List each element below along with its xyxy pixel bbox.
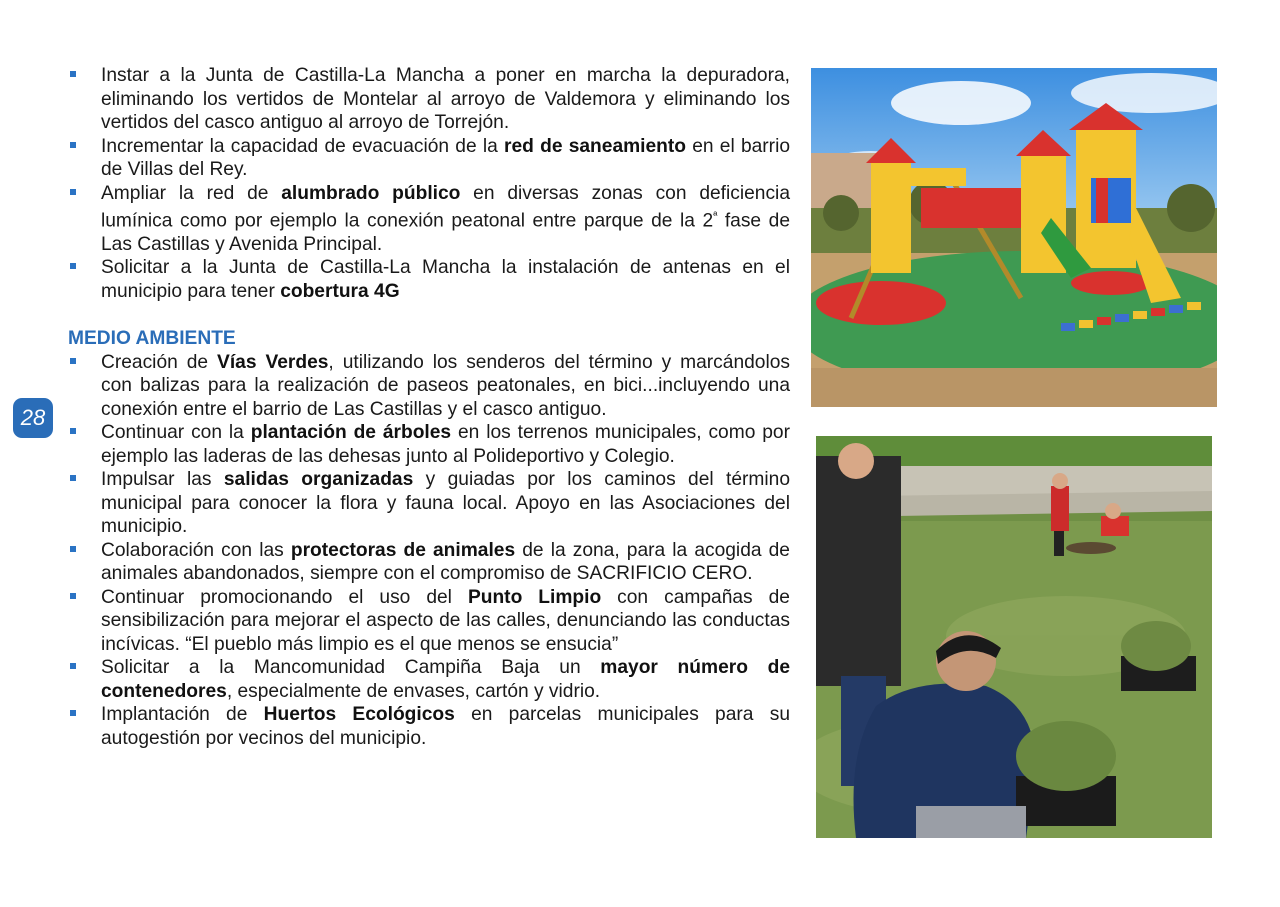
bold-text: protectoras de animales xyxy=(290,539,516,561)
proposal-item xyxy=(68,182,790,257)
text-run: Solicitar a la Junta de Castilla-La Mancha la instalación de antenas en el municipio para tener xyxy=(101,257,790,302)
text-run: fase de Las Castillas y Avenida Principal. xyxy=(101,210,790,255)
environment-proposals-list xyxy=(68,351,790,751)
environment-proposal-item xyxy=(68,586,790,657)
page-number-badge: 28 xyxy=(13,398,53,438)
bold-text: cobertura 4G xyxy=(280,280,400,302)
environment-proposal-item xyxy=(68,539,790,586)
bold-text: plantación de árboles xyxy=(250,422,452,444)
environment-proposal-item xyxy=(68,351,790,422)
text-run: Continuar promocionando el uso del xyxy=(101,586,468,608)
text-run: Colaboración con las xyxy=(101,539,291,561)
environment-proposal-item xyxy=(68,468,790,539)
main-text-column xyxy=(68,64,790,750)
text-run: en los terrenos municipales, como por ejemplo las laderas de las dehesas junto al Polideportivo y Colegio. xyxy=(101,422,790,467)
environment-proposal-item xyxy=(68,703,790,750)
text-run: con campañas de sensibilización para mejorar el aspecto de las calles, denunciando las conductas incívicas. “El pueblo más limpio es el que menos se ensucia” xyxy=(101,586,790,655)
text-run: Continuar con la xyxy=(101,422,251,444)
tree-planting-photo xyxy=(816,436,1212,838)
text-run: Incrementar la capacidad de evacuación de la xyxy=(101,135,505,157)
text-run: en el barrio de Villas del Rey. xyxy=(101,135,791,180)
text-run: en parcelas municipales para su autogestión por vecinos del municipio. xyxy=(101,704,790,749)
text-run: Implantación de xyxy=(101,704,264,726)
proposal-item xyxy=(68,135,790,182)
bold-text: Punto Limpio xyxy=(467,586,602,608)
environment-proposal-item xyxy=(68,656,790,703)
section-title: MEDIO AMBIENTE xyxy=(68,328,236,350)
bold-text: red de saneamiento xyxy=(504,135,687,157)
text-run: Solicitar a la Mancomunidad Campiña Baja un xyxy=(101,657,601,679)
environment-proposal-item xyxy=(68,421,790,468)
text-run: Impulsar las xyxy=(101,469,224,491)
bold-text: salidas organizadas xyxy=(223,469,414,491)
proposal-item xyxy=(68,256,790,303)
bold-text: Huertos Ecológicos xyxy=(263,704,455,726)
text-run: de la zona, para la acogida de animales abandonados, siempre con el compromiso de SACRIFICIO CERO. xyxy=(101,539,790,585)
superscript-text: ª xyxy=(713,210,718,222)
text-run: Ampliar la red de xyxy=(101,182,282,204)
bold-text: mayor número de contenedores xyxy=(101,657,790,702)
text-run: y guiadas por los caminos del término municipal para conocer la flora y fauna local. Apoyo en las Asociaciones del municipio. xyxy=(101,469,790,538)
bold-text: alumbrado público xyxy=(281,182,461,204)
text-run: Instar a la Junta de Castilla-La Mancha a poner en marcha la depuradora, eliminando los vertidos de Montelar al arroyo de Valdemora y eliminando los vertidos del casco antiguo al arroyo de Torrejón. xyxy=(101,65,790,133)
playground-photo xyxy=(811,68,1217,407)
text-run: Creación de xyxy=(101,351,218,373)
proposals-list xyxy=(68,64,790,303)
text-run: , utilizando los senderos del término y marcándolos con balizas para la realización de paseos peatonales, en bici...incluyendo una conexión entre el barrio de Las Castillas y el casco antiguo. xyxy=(101,351,790,420)
text-run: en diversas zonas con deficiencia lumínica como por ejemplo la conexión peatonal entre parque de la 2 xyxy=(101,182,790,232)
text-run: , especialmente de envases, cartón y vidrio. xyxy=(226,680,601,702)
proposal-item xyxy=(68,64,790,135)
bold-text: Vías Verdes xyxy=(217,351,329,373)
